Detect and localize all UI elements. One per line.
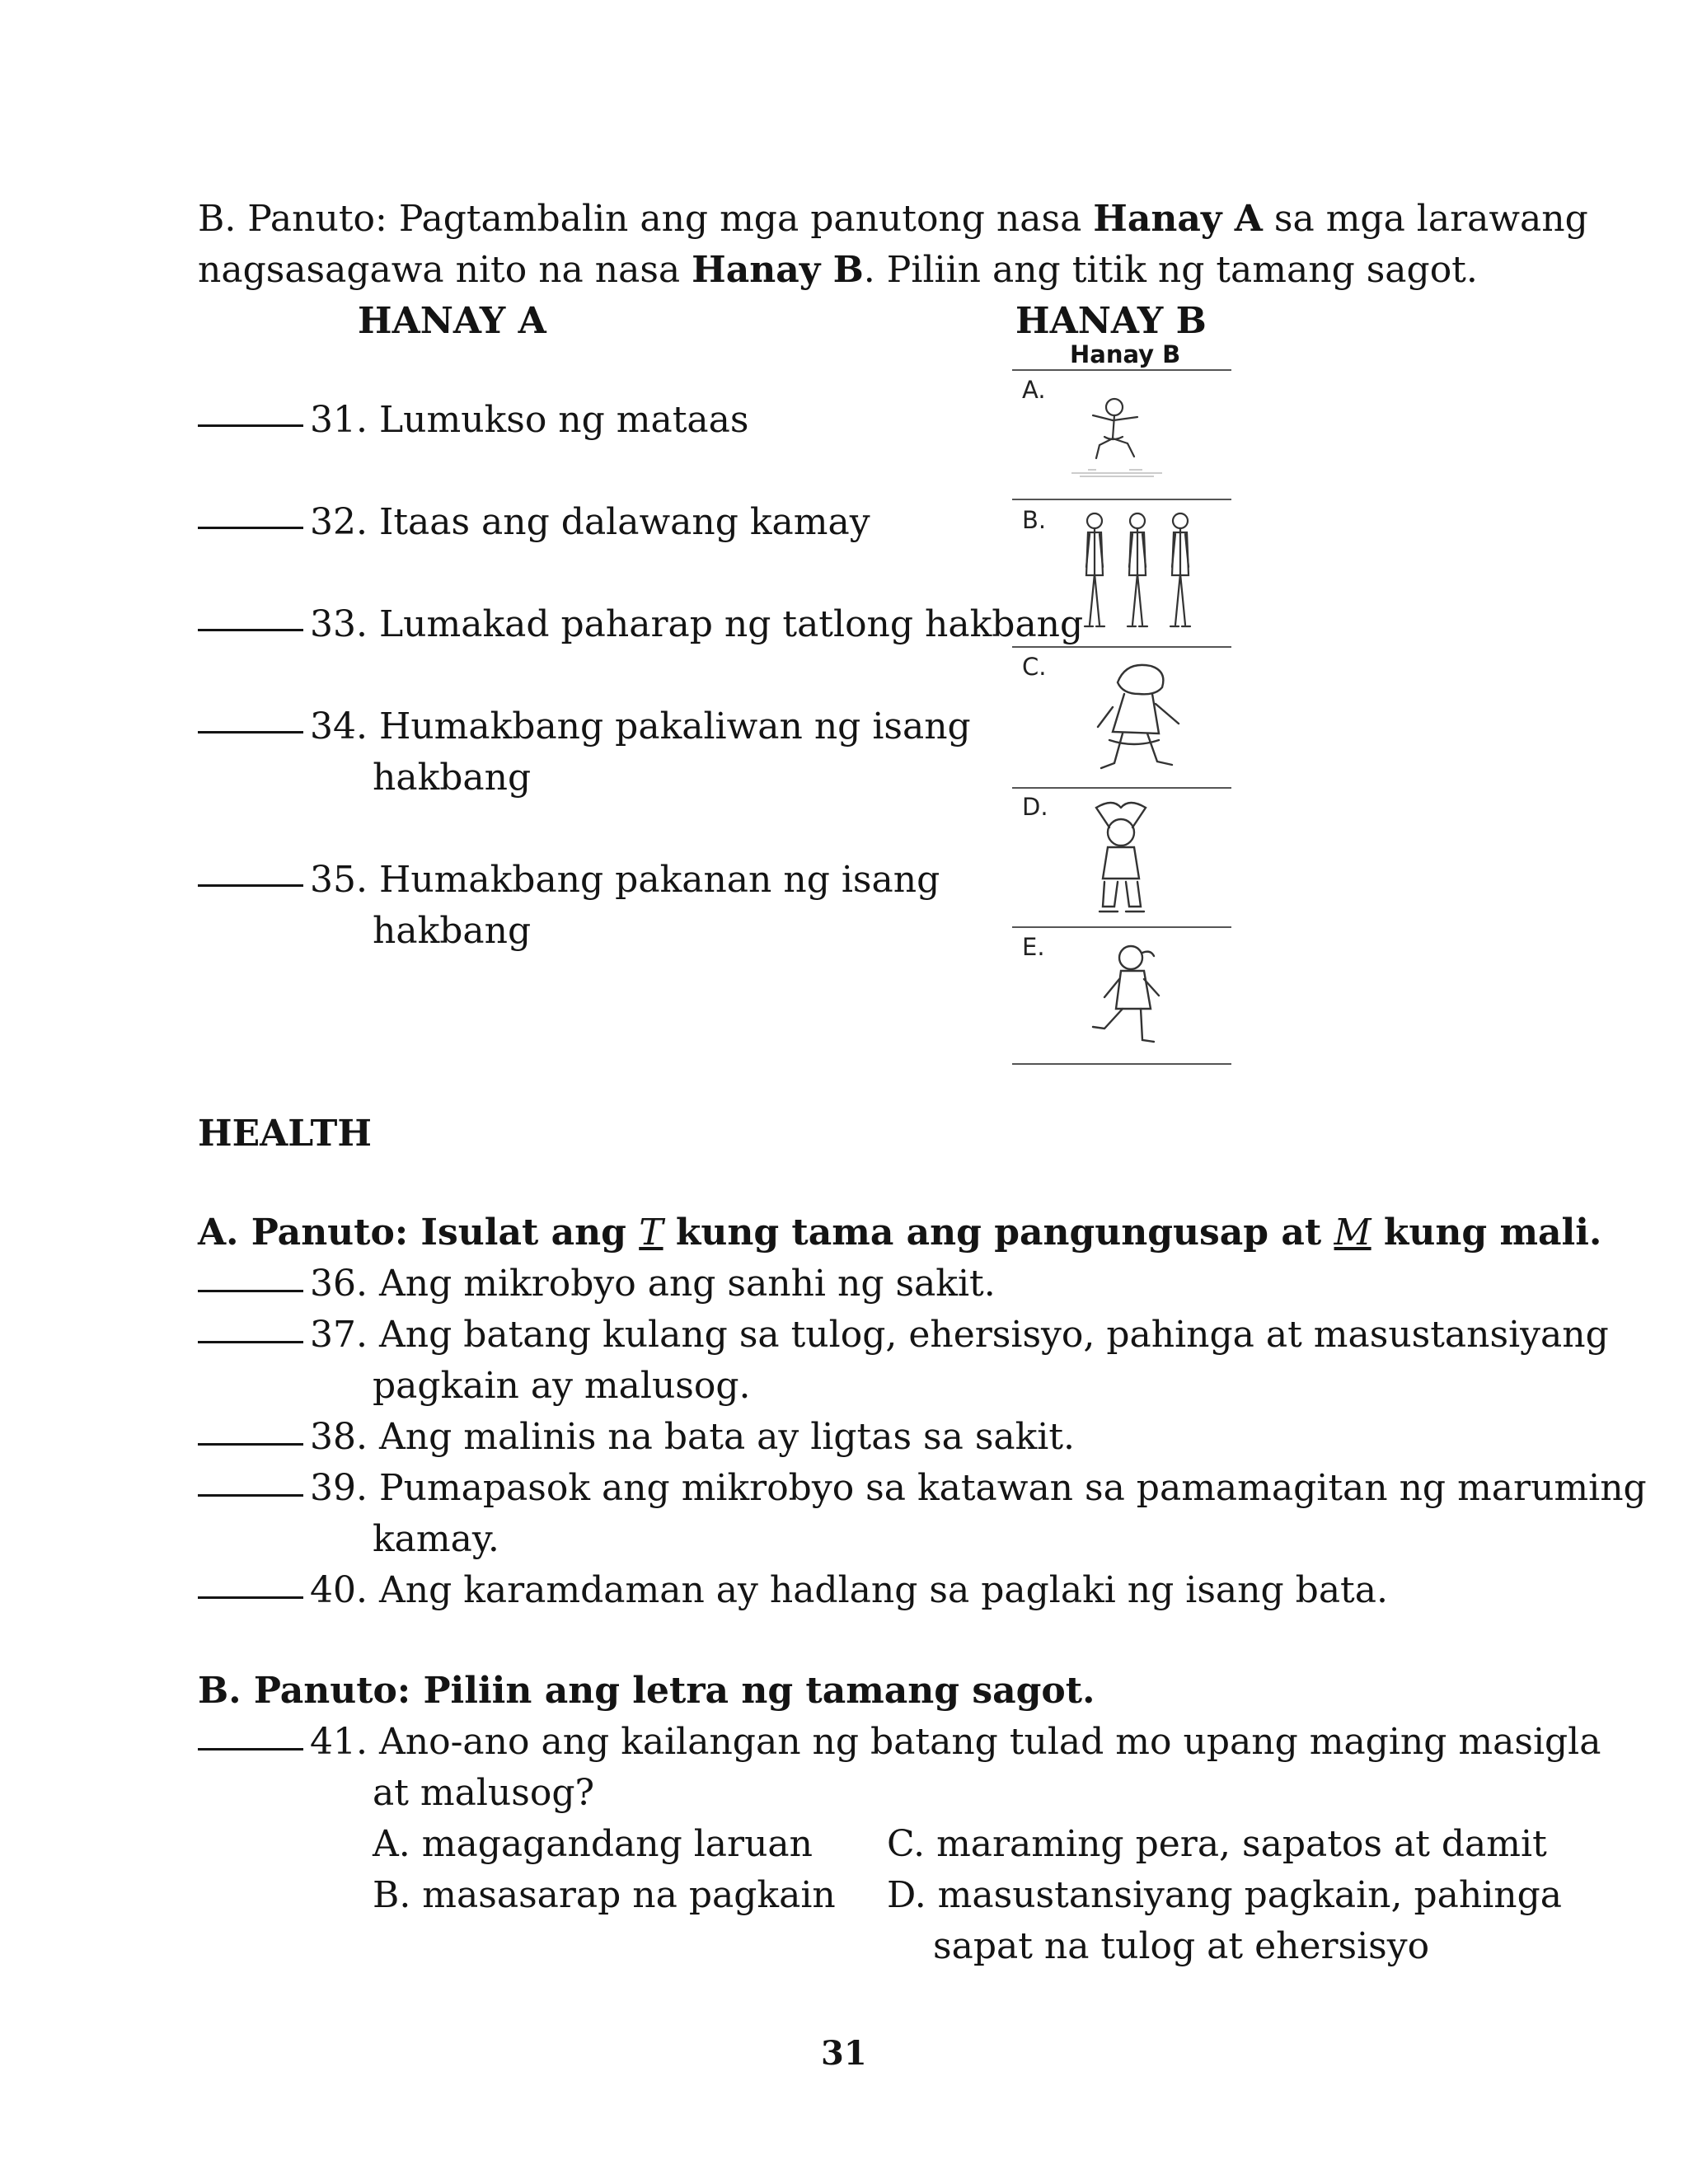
choice-letter-b: B. <box>1022 506 1047 534</box>
item-39-cont: kamay. <box>373 1518 499 1560</box>
answer-blank[interactable] <box>198 527 303 529</box>
item-37-cont: pagkain ay malusog. <box>373 1365 751 1407</box>
hanay-b-table-label: Hanay B <box>1070 340 1181 368</box>
choice-letter-d: D. <box>1022 793 1048 821</box>
option-c[interactable]: C. maraming pera, sapatos at damit <box>887 1823 1547 1865</box>
answer-blank[interactable] <box>198 424 303 427</box>
health-title: HEALTH <box>198 1113 372 1155</box>
choice-letter-e: E. <box>1022 933 1045 961</box>
table-rule <box>1012 1063 1231 1065</box>
instruction-text: . Piliin ang titik ng tamang sagot. <box>863 249 1478 291</box>
page-number: 31 <box>821 2034 867 2073</box>
child-arms-raised-icon <box>1063 796 1179 921</box>
item-39: 39. Pumapasok ang mikrobyo sa katawan sa pamamagitan ng maruming <box>198 1464 1647 1513</box>
item-33: 33. Lumakad paharap ng tatlong hakbang <box>198 600 1083 649</box>
option-a[interactable]: A. magagandang laruan <box>373 1823 813 1865</box>
answer-blank[interactable] <box>198 629 303 631</box>
answer-blank[interactable] <box>198 1596 303 1599</box>
item-35: 35. Humakbang pakanan ng isang <box>198 855 940 905</box>
instruction-text: B. Panuto: Pagtambalin ang mga panutong nasa <box>198 198 1094 240</box>
health-b-instruction: B. Panuto: Piliin ang letra ng tamang sagot. <box>198 1670 1095 1712</box>
item-41: 41. Ano-ano ang kailangan ng batang tulad mo upang maging masigla <box>198 1718 1601 1767</box>
item-41-cont: at malusog? <box>373 1772 595 1814</box>
item-35-cont: hakbang <box>373 910 532 952</box>
table-rule <box>1012 787 1231 789</box>
option-d-cont: sapat na tulog at ehersisyo <box>933 1925 1430 1967</box>
hanay-b-ref: Hanay B <box>692 249 864 291</box>
answer-blank[interactable] <box>198 1494 303 1497</box>
health-a-instruction: A. Panuto: Isulat ang T kung tama ang pangungusap at M kung mali. <box>198 1212 1602 1254</box>
hanay-a-ref: Hanay A <box>1093 198 1263 240</box>
pe-instruction-line2 <box>198 246 1478 295</box>
table-rule <box>1012 926 1231 928</box>
pe-instruction-line1 <box>198 194 1588 244</box>
instruction-text: sa mga larawang <box>1262 198 1588 240</box>
answer-blank[interactable] <box>198 884 303 887</box>
m-letter: M <box>1334 1212 1372 1254</box>
table-rule <box>1012 369 1231 371</box>
t-letter: T <box>639 1212 663 1254</box>
item-37: 37. Ang batang kulang sa tulog, ehersisyo, pahinga at masustansiyang <box>198 1310 1609 1360</box>
choice-letter-c: C. <box>1022 653 1047 681</box>
item-34: 34. Humakbang pakaliwan ng isang <box>198 702 971 752</box>
hanay-a-header: HANAY A <box>358 300 546 342</box>
option-b[interactable]: B. masasarap na pagkain <box>373 1874 836 1916</box>
answer-blank[interactable] <box>198 1290 303 1292</box>
child-step-right-icon <box>1071 938 1195 1053</box>
item-31: 31. Lumukso ng mataas <box>198 396 748 445</box>
option-d[interactable]: D. masustansiyang pagkain, pahinga <box>887 1874 1563 1916</box>
hanay-b-header: HANAY B <box>1015 300 1207 342</box>
jumping-child-icon <box>1063 391 1170 483</box>
table-rule <box>1012 499 1231 500</box>
answer-blank[interactable] <box>198 1748 303 1750</box>
item-36: 36. Ang mikrobyo ang sanhi ng sakit. <box>198 1259 996 1309</box>
item-40: 40. Ang karamdaman ay hadlang sa paglaki ng isang bata. <box>198 1566 1388 1615</box>
item-32: 32. Itaas ang dalawang kamay <box>198 498 870 547</box>
choice-letter-a: A. <box>1022 376 1046 404</box>
table-rule <box>1012 646 1231 648</box>
answer-blank[interactable] <box>198 1443 303 1446</box>
instruction-text: nagsasagawa nito na nasa <box>198 249 692 291</box>
item-38: 38. Ang malinis na bata ay ligtas sa sakit. <box>198 1413 1075 1462</box>
item-34-cont: hakbang <box>373 757 532 799</box>
walking-children-icon <box>1071 509 1203 640</box>
child-side-step-icon <box>1076 658 1200 773</box>
answer-blank[interactable] <box>198 731 303 733</box>
answer-blank[interactable] <box>198 1341 303 1343</box>
